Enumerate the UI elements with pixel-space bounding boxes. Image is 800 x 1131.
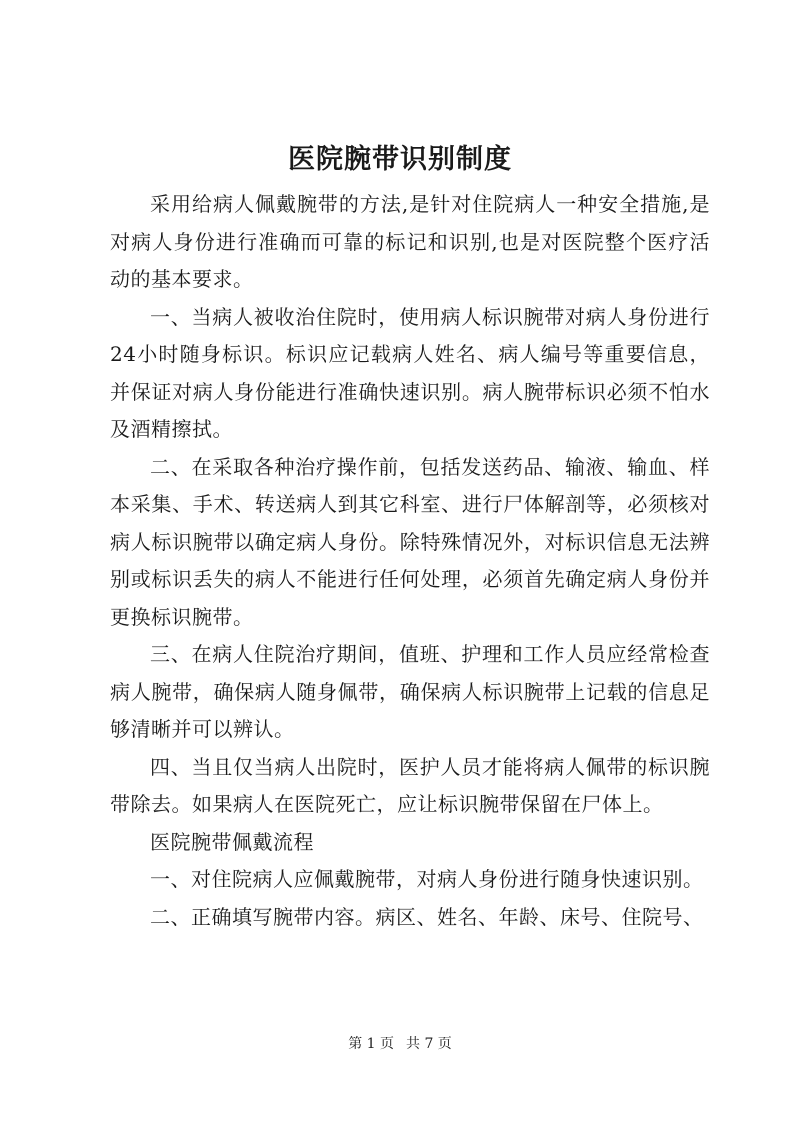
paragraph-process-2: 二、正确填写腕带内容。病区、姓名、年龄、床号、住院号、: [150, 904, 704, 929]
page-footer: [0, 1034, 800, 1054]
paragraph-rule-1: 一、当病人被收治住院时，使用病人标识腕带对病人身份进行24小时随身标识。标识应记载病人姓名、病人编号等重要信息，并保证对病人身份能进行准确快速识别。病人腕带标识必须不怕水及酒精擦拭。: [110, 304, 710, 441]
page-number: 第 1 页: [348, 1036, 394, 1052]
paragraph-rule-4: 四、当且仅当病人出院时，医护人员才能将病人佩带的标识腕带除去。如果病人在医院死亡，应让标识腕带保留在尸体上。: [110, 754, 710, 816]
document-title: 医院腕带识别制度: [288, 144, 512, 175]
paragraph-rule-2: 二、在采取各种治疗操作前，包括发送药品、输液、输血、样本采集、手术、转送病人到其它科室、进行尸体解剖等，必须核对病人标识腕带以确定病人身份。除特殊情况外，对标识信息无法辨别或标识丢失的病人不能进行任何处理，必须首先确定病人身份并更换标识腕带。: [110, 454, 710, 629]
paragraph-intro: 采用给病人佩戴腕带的方法,是针对住院病人一种安全措施,是对病人身份进行准确而可靠的标记和识别,也是对医院整个医疗活动的基本要求。: [110, 192, 710, 291]
document-body: [110, 186, 710, 936]
page-total: 共 7 页: [406, 1036, 452, 1052]
section-heading-process: 医院腕带佩戴流程: [150, 829, 314, 854]
paragraph-rule-3: 三、在病人住院治疗期间，值班、护理和工作人员应经常检查病人腕带，确保病人随身佩带，确保病人标识腕带上记载的信息足够清晰并可以辨认。: [110, 642, 710, 741]
paragraph-process-1: 一、对住院病人应佩戴腕带，对病人身份进行随身快速识别。: [150, 867, 704, 891]
